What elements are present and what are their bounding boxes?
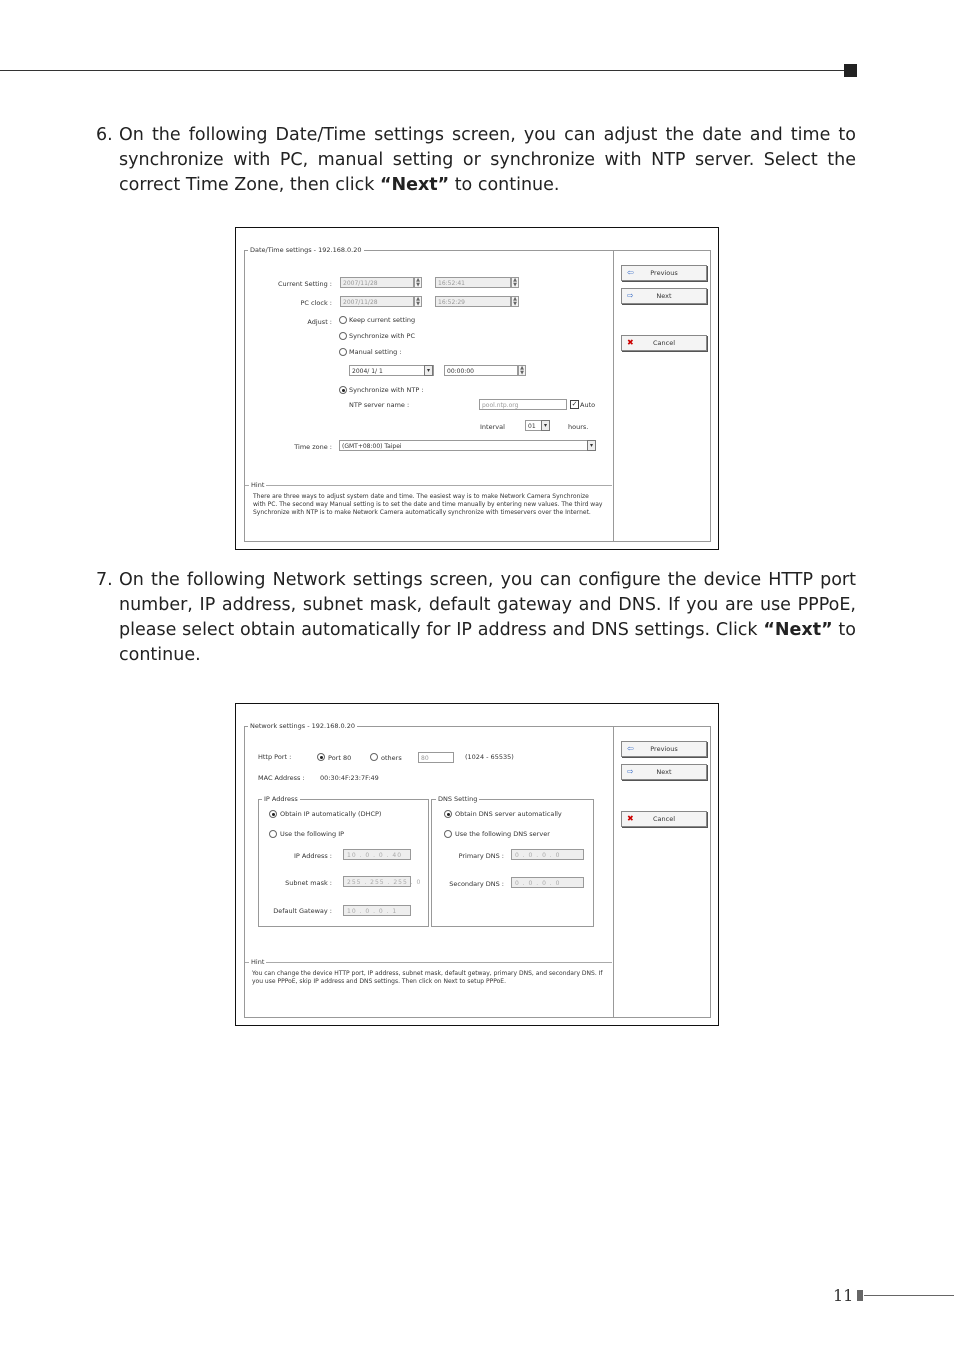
arrow-left-icon: ⇦ <box>627 744 634 753</box>
manual-ip-label: Use the following IP <box>280 830 345 838</box>
mac-value: 00:30:4F:23:7F:49 <box>320 774 379 782</box>
dhcp-label: Obtain IP automatically (DHCP) <box>280 810 382 818</box>
sync-pc-radio[interactable] <box>339 332 347 340</box>
network-group-title: Network settings - 192.168.0.20 <box>250 722 356 730</box>
cancel-label: Cancel <box>652 339 676 347</box>
others-label: others <box>381 754 402 762</box>
secondary-dns-label: Secondary DNS : <box>449 880 504 888</box>
interval-label: Interval <box>480 423 505 431</box>
step-bold-next: “Next” <box>379 175 450 195</box>
pc-time-field: 16:52:29 <box>435 296 511 307</box>
step-text-a: On the following Network settings screen, you can configure the device HTTP port number, IP address, subnet mask, default gateway and DNS. If you are use PPPoE, please select obtain automatically for IP address and DNS settings. Click <box>119 570 856 640</box>
current-date-field: 2007/11/28 <box>340 277 414 288</box>
ip-address-field[interactable]: 10 . 0 . 0 . 40 <box>343 849 411 860</box>
manual-ip-radio[interactable] <box>269 830 277 838</box>
hint-title: Hint <box>251 481 265 489</box>
spin-control: ▲ ▼ <box>511 277 519 288</box>
auto-label: Auto <box>580 401 596 409</box>
cancel-button[interactable] <box>621 335 707 351</box>
previous-button[interactable] <box>621 741 707 757</box>
port-range-label: (1024 - 65535) <box>465 753 514 761</box>
pc-date-field: 2007/11/28 <box>340 296 414 307</box>
dropdown-arrow-icon[interactable]: ▾ <box>587 440 596 451</box>
keep-radio[interactable] <box>339 316 347 324</box>
mac-label: MAC Address : <box>258 774 305 782</box>
others-radio[interactable] <box>370 753 378 761</box>
dns-manual-radio[interactable] <box>444 830 452 838</box>
arrow-left-icon: ⇦ <box>627 268 634 277</box>
previous-button[interactable] <box>621 265 707 281</box>
arrow-right-icon: ⇨ <box>627 291 634 300</box>
dns-auto-label: Obtain DNS server automatically <box>455 810 562 818</box>
port-field[interactable]: 80 <box>418 752 454 763</box>
page-number: 11 <box>833 1286 854 1305</box>
secondary-dns-field[interactable]: 0 . 0 . 0 . 0 <box>511 877 584 888</box>
timezone-select[interactable]: (GMT+08:00) Taipei <box>339 440 596 451</box>
pc-clock-label: PC clock : <box>300 299 332 307</box>
manual-radio[interactable] <box>339 348 347 356</box>
sync-ntp-label: Synchronize with NTP : <box>349 386 424 394</box>
gateway-label: Default Gateway : <box>273 907 332 915</box>
subnet-label: Subnet mask : <box>285 879 332 887</box>
subnet-field[interactable]: 255 . 255 . 255 . 0 <box>343 876 411 887</box>
previous-label: Previous <box>650 745 678 753</box>
footer-rule <box>864 1295 954 1296</box>
step-7-paragraph <box>96 568 856 668</box>
close-icon: ✖ <box>627 814 634 823</box>
ip-group-title: IP Address <box>264 795 298 803</box>
sync-ntp-radio[interactable] <box>339 386 347 394</box>
dropdown-arrow-icon[interactable]: ▾ <box>424 365 433 376</box>
sync-pc-label: Synchronize with PC <box>349 332 416 340</box>
close-icon: ✖ <box>627 338 634 347</box>
step-number: 7. <box>96 570 113 590</box>
port80-label: Port 80 <box>328 754 352 762</box>
next-button[interactable] <box>621 764 707 780</box>
step-text-b: to continue. <box>119 620 856 665</box>
dns-auto-radio[interactable] <box>444 810 452 818</box>
datetime-settings-screenshot <box>235 227 719 550</box>
dns-group-title: DNS Setting <box>438 795 478 803</box>
network-settings-screenshot <box>235 703 719 1026</box>
step-6-paragraph <box>96 123 856 198</box>
next-label: Next <box>656 292 672 300</box>
previous-label: Previous <box>650 269 678 277</box>
port80-radio[interactable] <box>317 753 325 761</box>
hint-divider <box>245 962 612 963</box>
spin-control: ▲ ▼ <box>414 296 422 307</box>
dns-manual-label: Use the following DNS server <box>455 830 550 838</box>
ip-address-label: IP Address : <box>293 852 332 860</box>
cancel-label: Cancel <box>652 815 676 823</box>
dhcp-radio[interactable] <box>269 810 277 818</box>
next-label: Next <box>656 768 672 776</box>
keep-label: Keep current setting <box>349 316 416 324</box>
footer-marker <box>857 1290 863 1301</box>
hint-title: Hint <box>251 958 265 966</box>
manual-time-field[interactable]: 00:00:00 <box>444 365 518 376</box>
auto-checkbox[interactable]: ✓ <box>571 400 578 408</box>
adjust-label: Adjust : <box>307 318 332 326</box>
hint-text: You can change the device HTTP port, IP address, subnet mask, default getway, primary DNS, and secondary DNS. If you use PPPoE, skip IP address and DNS settings. Then click on Next to setup PPPoE. <box>252 970 603 985</box>
next-button[interactable] <box>621 288 707 304</box>
arrow-right-icon: ⇨ <box>627 767 634 776</box>
button-column <box>613 726 711 1018</box>
hint-divider <box>245 485 612 486</box>
interval-select[interactable]: 01 <box>525 420 550 431</box>
spin-control[interactable]: ▲ ▼ <box>518 365 526 376</box>
datetime-group-title: Date/Time settings - 192.168.0.20 <box>250 246 362 254</box>
step-text-a: On the following Date/Time settings screen, you can adjust the date and time to synchronize with PC, manual setting or synchronize with NTP server. Select the correct Time Zone, then click <box>119 125 856 195</box>
http-port-label: Http Port : <box>258 753 292 761</box>
current-setting-label: Current Setting : <box>277 280 332 288</box>
hours-label: hours. <box>568 423 589 431</box>
header-rule <box>0 70 848 71</box>
button-column <box>613 250 711 542</box>
header-square-marker <box>844 64 857 77</box>
dropdown-arrow-icon[interactable]: ▾ <box>541 420 550 431</box>
spin-control: ▲ ▼ <box>511 296 519 307</box>
step-text-b: to continue. <box>449 175 560 195</box>
ntp-server-field[interactable]: pool.ntp.org <box>479 399 567 410</box>
primary-dns-field[interactable]: 0 . 0 . 0 . 0 <box>511 849 584 860</box>
timezone-label: Time zone : <box>294 443 332 451</box>
step-text <box>119 123 856 198</box>
primary-dns-label: Primary DNS : <box>458 852 504 860</box>
ntp-server-label: NTP server name : <box>349 401 410 409</box>
cancel-button[interactable] <box>621 811 707 827</box>
manual-date-select[interactable]: 2004/ 1/ 1 <box>349 365 434 376</box>
hint-text: There are three ways to adjust system date and time. The easiest way is to make Network Camera Synchronize with PC. The second way Manual setting is to set the date and time manually by entering new values. The third way Synchronize with NTP is to make Network Camera automatically synchronize with timeservers over the Internet. <box>253 493 603 516</box>
dns-setting-group <box>431 799 594 927</box>
step-number: 6. <box>96 125 113 145</box>
spin-control: ▲ ▼ <box>414 277 422 288</box>
step-bold-next: “Next” <box>763 620 833 640</box>
current-time-field: 16:52:41 <box>435 277 511 288</box>
gateway-field[interactable]: 10 . 0 . 0 . 1 <box>343 905 411 916</box>
step-text <box>119 568 856 668</box>
manual-label: Manual setting : <box>349 348 402 356</box>
